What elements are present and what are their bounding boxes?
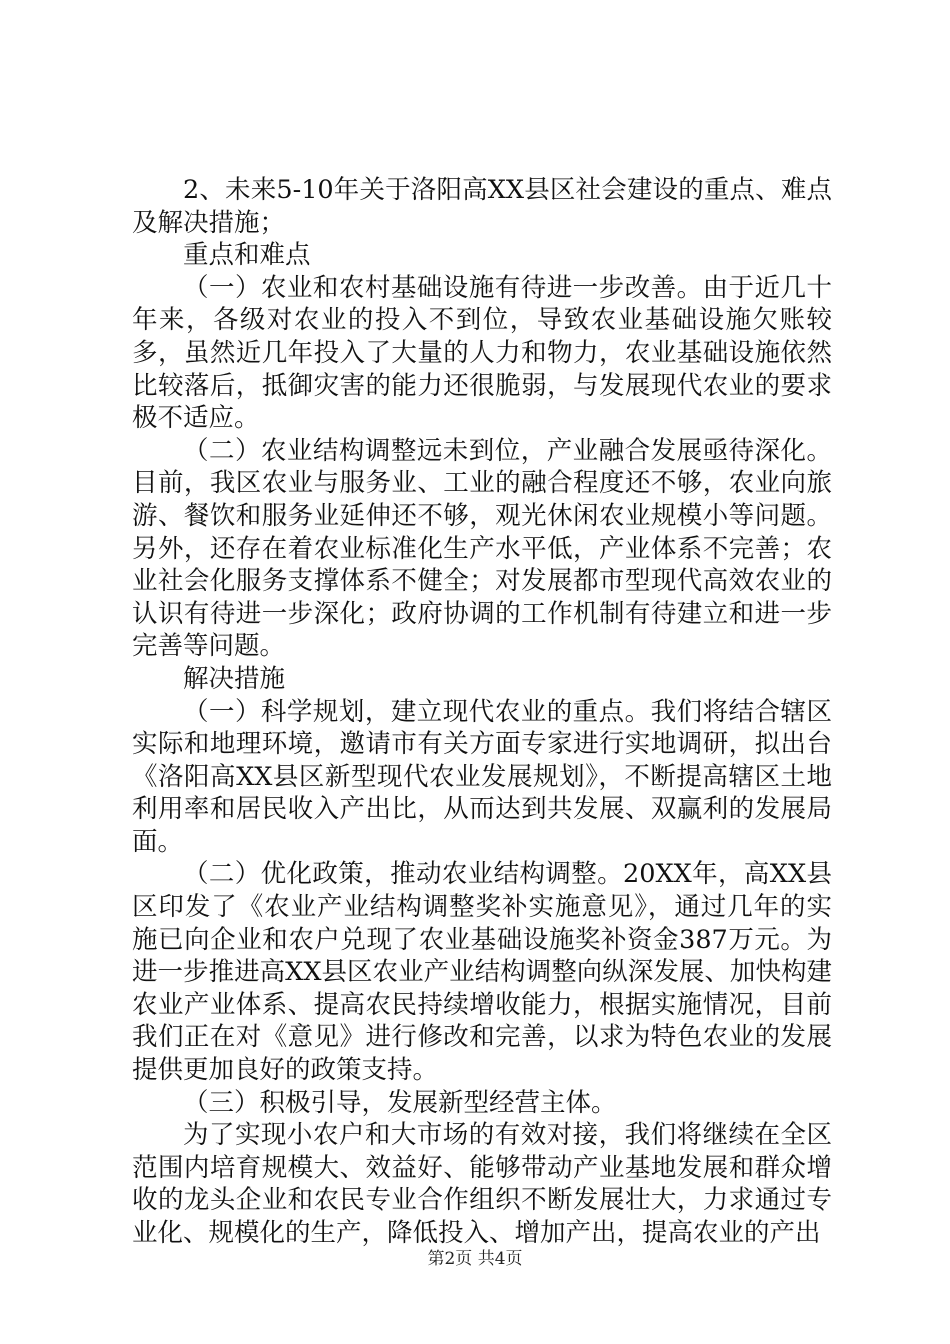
paragraph-measure-3-title: （三）积极引导，发展新型经营主体。 [183, 1087, 617, 1118]
subheading-measures: 解决措施 [183, 663, 286, 694]
paragraph-measure-2: （二）优化政策，推动农业结构调整。20XX年，高XX县区印发了《农业产业结构调整奖补实施意见》，通过几年的实施已向企业和农户兑现了农业基础设施奖补资金387万元。为进一步推进高XX县区农业产业结构调整向纵深发展、加快构建农业产业体系、提高农民持续增收能力，根据实施情况，目前我们正在对《意见》进行修改和完善，以求为特色农业的发展提供更加良好的政策支持。 [132, 859, 832, 1086]
document-body [132, 174, 832, 1250]
paragraph-difficulty-1: （一）农业和农村基础设施有待进一步改善。由于近几十年来，各级对农业的投入不到位，导致农业基础设施欠账较多，虽然近几年投入了大量的人力和物力，农业基础设施依然比较落后，抵御灾害的能力还很脆弱，与发展现代农业的要求极不适应。 [132, 272, 832, 434]
page-number-footer: 第2页 共4页 [427, 1249, 523, 1269]
paragraph-measure-3-body: 为了实现小农户和大市场的有效对接，我们将继续在全区范围内培育规模大、效益好、能够带动产业基地发展和群众增收的龙头企业和农民专业合作组织不断发展壮大，力求通过专业化、规模化的生产，降低投入、增加产出，提高农业的产出 [132, 1120, 832, 1248]
paragraph-difficulty-2: （二）农业结构调整远未到位，产业融合发展亟待深化。目前，我区农业与服务业、工业的融合程度还不够，农业向旅游、餐饮和服务业延伸还不够，观光休闲农业规模小等问题。另外，还存在着农业标准化生产水平低，产业体系不完善；农业社会化服务支撑体系不健全；对发展都市型现代高效农业的认识有待进一步深化；政府协调的工作机制有待建立和进一步完善等问题。 [132, 435, 832, 662]
subheading-key-difficulties: 重点和难点 [183, 240, 311, 271]
paragraph-measure-1: （一）科学规划，建立现代农业的重点。我们将结合辖区实际和地理环境，邀请市有关方面专家进行实地调研，拟出台《洛阳高XX县区新型现代农业发展规划》，不断提高辖区土地利用率和居民收入产出比，从而达到共发展、双赢利的发展局面。 [132, 696, 832, 857]
section-heading-2: 2、未来5-10年关于洛阳高XX县区社会建设的重点、难点及解决措施； [132, 175, 832, 238]
